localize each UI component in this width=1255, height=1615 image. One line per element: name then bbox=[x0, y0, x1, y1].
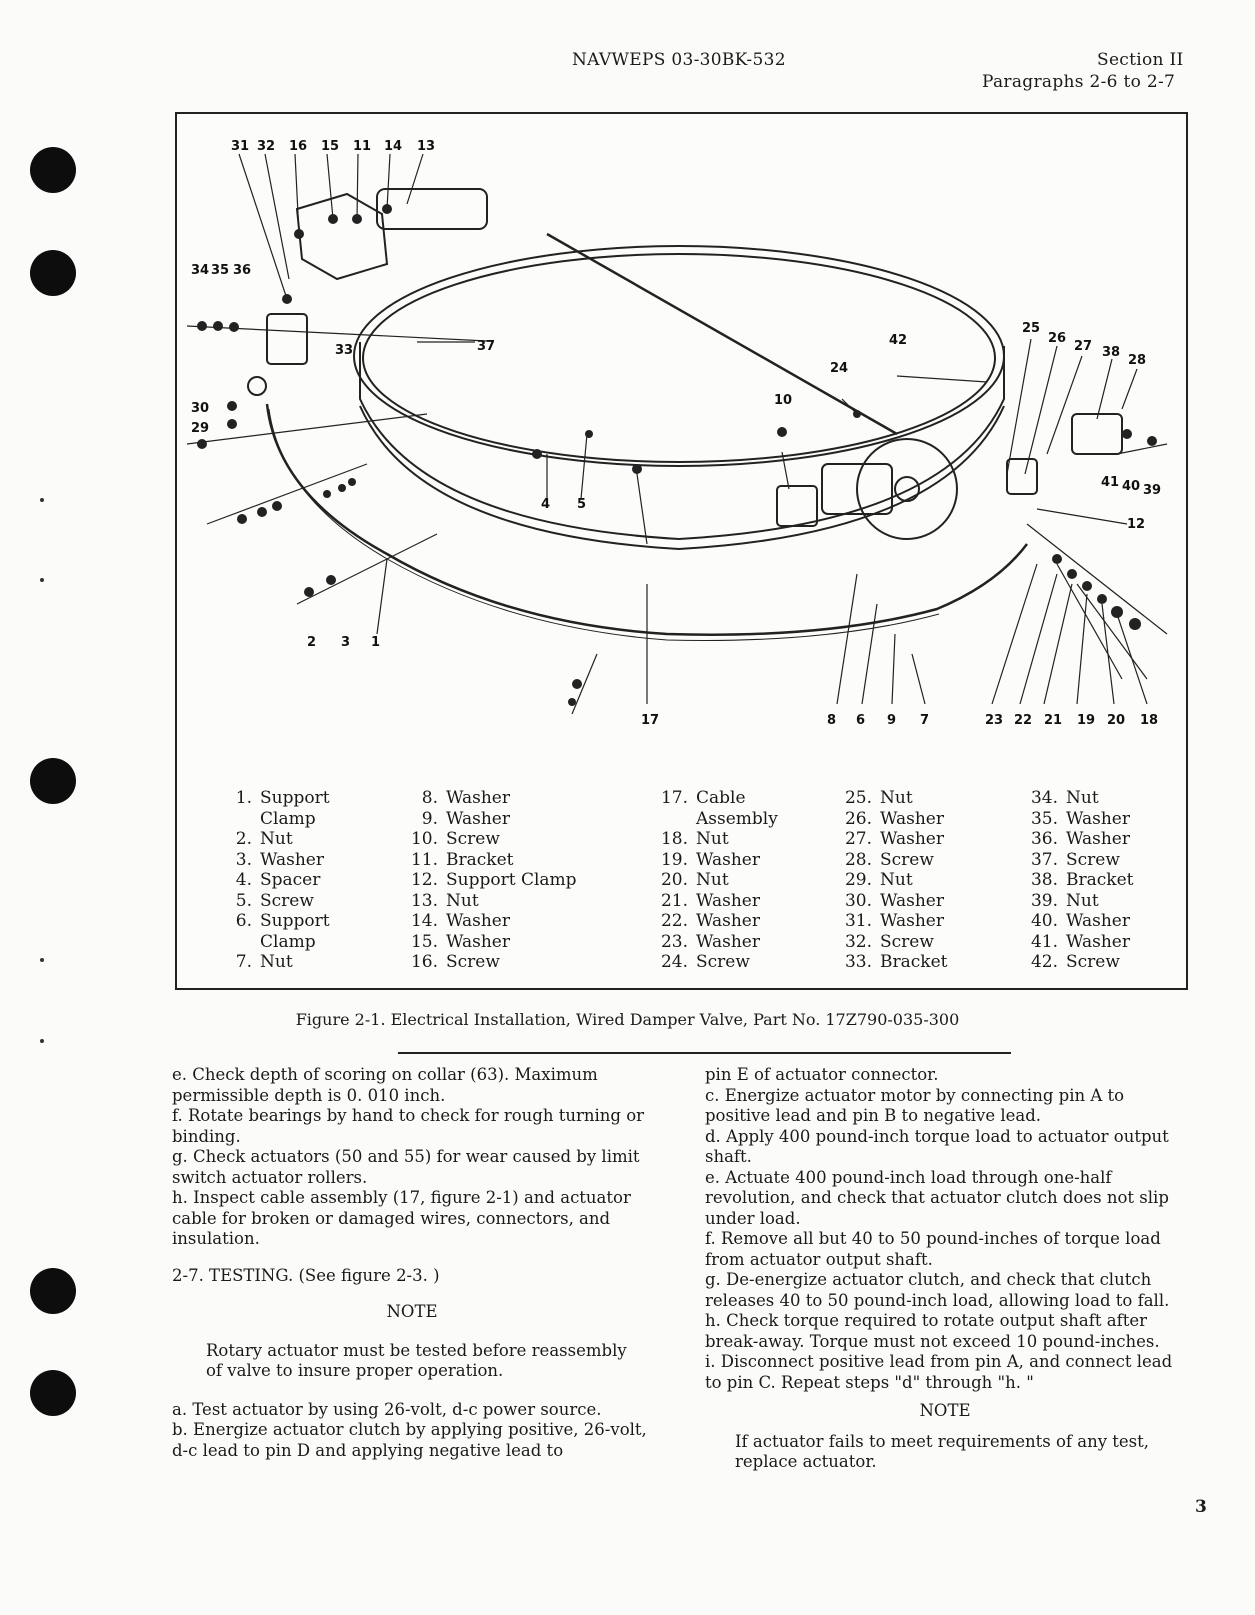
callout-5: 5 bbox=[577, 497, 587, 512]
damper-shaft bbox=[547, 234, 897, 434]
callout-16: 16 bbox=[289, 139, 308, 154]
parts-list-column-1 bbox=[218, 788, 330, 973]
parts-list-item: 41. Washer bbox=[1030, 931, 1130, 952]
callout-35: 35 bbox=[211, 263, 230, 278]
parts-list-item: 35. Washer bbox=[1030, 808, 1130, 829]
callout-32: 32 bbox=[257, 139, 276, 154]
bracket-33 bbox=[267, 314, 307, 364]
note-text: Rotary actuator must be tested before reassembly of valve to insure proper operation. bbox=[206, 1340, 627, 1380]
parts-list-item: 33. Bracket bbox=[844, 952, 948, 972]
callout-15: 15 bbox=[321, 139, 340, 154]
margin-speck bbox=[40, 498, 44, 502]
parts-list-item: 26. Washer bbox=[844, 808, 944, 829]
body-right-column bbox=[705, 1065, 1185, 1473]
callout-13: 13 bbox=[417, 139, 436, 154]
callout-37: 37 bbox=[477, 339, 496, 354]
parts-list-item: 18. Nut bbox=[660, 829, 729, 849]
parts-list-item: 28. Screw bbox=[844, 849, 934, 870]
parts-list-item: 31. Washer bbox=[844, 911, 944, 931]
parts-list-item: 25. Nut bbox=[844, 788, 913, 808]
connector-30 bbox=[248, 377, 266, 395]
callout-19: 19 bbox=[1077, 713, 1096, 728]
callout-20: 20 bbox=[1107, 713, 1126, 728]
callout-17: 17 bbox=[641, 713, 660, 728]
callout-34: 34 bbox=[191, 263, 210, 278]
actuator-left bbox=[297, 194, 387, 279]
callout-11: 11 bbox=[353, 139, 372, 154]
parts-list-item: 23. Washer bbox=[660, 931, 760, 952]
section-heading: 2-7. TESTING. (See figure 2-3. ) bbox=[172, 1265, 440, 1285]
step-f: f. Remove all but 40 to 50 pound-inches of torque load from actuator output shaft. bbox=[705, 1229, 1161, 1269]
step-f: f. Rotate bearings by hand to check for rough turning or binding. bbox=[172, 1106, 645, 1146]
parts-list-item: 39. Nut bbox=[1030, 890, 1099, 911]
document-number: NAVWEPS 03-30BK-532 bbox=[572, 50, 786, 70]
step-c: c. Energize actuator motor by connecting pin A to positive lead and pin B to negative lead. bbox=[705, 1085, 1125, 1125]
margin-speck bbox=[40, 578, 44, 582]
figure-caption: Figure 2-1. Electrical Installation, Wired Damper Valve, Part No. 17Z790-035-300 bbox=[295, 1010, 960, 1029]
parts-list-item: 14. Washer bbox=[410, 911, 510, 931]
callout-36: 36 bbox=[233, 263, 252, 278]
step-h: h. Inspect cable assembly (17, figure 2-1) and actuator cable for broken or damaged wires, connectors, and insulation. bbox=[172, 1188, 631, 1248]
step-b: b. Energize actuator clutch by applying positive, 26-volt, d-c lead to pin D and applying negative lead to bbox=[172, 1420, 647, 1460]
gear-actuator-hub bbox=[895, 477, 919, 501]
parts-list-item: 30. Washer bbox=[844, 890, 944, 911]
callout-3: 3 bbox=[341, 635, 351, 650]
step-b-continued: pin E of actuator connector. bbox=[705, 1065, 939, 1084]
parts-list-item: 17. Cable bbox=[660, 788, 746, 808]
margin-speck bbox=[40, 958, 44, 962]
parts-list-item: 20. Nut bbox=[660, 870, 729, 890]
parts-list-item: 34. Nut bbox=[1030, 788, 1099, 808]
step-a: a. Test actuator by using 26-volt, d-c power source. bbox=[172, 1399, 602, 1419]
parts-list-item: 6. Support bbox=[235, 911, 330, 931]
callout-8: 8 bbox=[827, 713, 837, 728]
step-e: e. Check depth of scoring on collar (63). Maximum permissible depth is 0. 010 inch. bbox=[172, 1065, 598, 1105]
callout-24: 24 bbox=[830, 361, 849, 376]
parts-list-item: 22. Washer bbox=[660, 911, 760, 931]
callout-27: 27 bbox=[1074, 339, 1093, 354]
parts-list-item: 19. Washer bbox=[660, 849, 760, 870]
connector-27 bbox=[1007, 459, 1037, 494]
parts-list-item: 36. Washer bbox=[1030, 829, 1130, 849]
parts-list-item: 38. Bracket bbox=[1030, 870, 1134, 890]
parts-list-item: Assembly bbox=[696, 808, 778, 829]
note-title: NOTE bbox=[386, 1302, 438, 1321]
actuator-left-body bbox=[377, 189, 487, 229]
divider bbox=[398, 1052, 1011, 1054]
parts-list-item: Clamp bbox=[260, 808, 316, 829]
callout-28: 28 bbox=[1128, 353, 1147, 368]
callout-42: 42 bbox=[889, 333, 908, 348]
binder-hole bbox=[30, 147, 76, 193]
callout-33: 33 bbox=[335, 343, 354, 358]
parts-list-item: 40. Washer bbox=[1030, 911, 1130, 931]
binder-hole bbox=[30, 1370, 76, 1416]
callout-40: 40 bbox=[1122, 479, 1141, 494]
parts-list-column-5 bbox=[1024, 788, 1133, 973]
parts-list-column-4 bbox=[838, 788, 947, 973]
callout-26: 26 bbox=[1048, 331, 1067, 346]
step-e: e. Actuate 400 pound-inch load through one-half revolution, and check that actuator clutch does not slip under load. bbox=[705, 1167, 1169, 1228]
callout-23: 23 bbox=[985, 713, 1004, 728]
step-h: h. Check torque required to rotate output shaft after break-away. Torque must not exceed 10 pound-inches. bbox=[705, 1311, 1160, 1351]
callout-21: 21 bbox=[1044, 713, 1063, 728]
step-g: g. De-energize actuator clutch, and check that clutch releases 40 to 50 pound-inch load, allowing load to fall. bbox=[705, 1270, 1170, 1310]
callout-7: 7 bbox=[920, 713, 930, 728]
callout-4: 4 bbox=[541, 497, 551, 512]
callout-41: 41 bbox=[1101, 475, 1120, 490]
bracket-11-right bbox=[777, 486, 817, 526]
damper-ring-side bbox=[360, 342, 1004, 539]
section-label: Section II bbox=[1097, 50, 1184, 70]
parts-list-item: Clamp bbox=[260, 931, 316, 952]
body-left-column bbox=[172, 1065, 652, 1461]
parts-list-item: 3. Washer bbox=[235, 849, 324, 870]
callout-31: 31 bbox=[231, 139, 250, 154]
parts-list-item: 15. Washer bbox=[410, 931, 510, 952]
damper-ring-top-inner bbox=[363, 254, 995, 462]
parts-list-item: 37. Screw bbox=[1030, 849, 1120, 870]
callout-38: 38 bbox=[1102, 345, 1121, 360]
parts-list-item: 2. Nut bbox=[235, 829, 293, 849]
page-number: 3 bbox=[1195, 1497, 1207, 1517]
callout-30: 30 bbox=[191, 401, 210, 416]
damper-ring-top bbox=[354, 246, 1004, 466]
parts-list-item: 8. Washer bbox=[421, 788, 510, 808]
callout-39: 39 bbox=[1143, 483, 1162, 498]
parts-list-item: 32. Screw bbox=[844, 931, 934, 952]
parts-list-item: 10. Screw bbox=[410, 829, 500, 849]
step-d: d. Apply 400 pound-inch torque load to actuator output shaft. bbox=[705, 1126, 1169, 1166]
callout-22: 22 bbox=[1014, 713, 1033, 728]
parts-list-item: 24. Screw bbox=[660, 952, 750, 972]
step-i: i. Disconnect positive lead from pin A, and connect lead to pin C. Repeat steps "d" through "h. " bbox=[705, 1352, 1173, 1392]
parts-list-item: 5. Screw bbox=[235, 890, 314, 911]
parts-list-item: 16. Screw bbox=[410, 952, 500, 972]
parts-list-item: 9. Washer bbox=[421, 808, 510, 829]
note-title: NOTE bbox=[919, 1401, 971, 1420]
callout-14: 14 bbox=[384, 139, 403, 154]
parts-list-column-3 bbox=[654, 788, 778, 973]
parts-list-item: 13. Nut bbox=[410, 890, 479, 911]
callout-18: 18 bbox=[1140, 713, 1159, 728]
binder-hole bbox=[30, 758, 76, 804]
parts-list-item: 11. Bracket bbox=[410, 849, 514, 870]
callout-1: 1 bbox=[371, 635, 381, 650]
parts-list-item: 7. Nut bbox=[235, 952, 293, 972]
parts-list-item: 21. Washer bbox=[660, 890, 760, 911]
callout-9: 9 bbox=[887, 713, 897, 728]
callout-10: 10 bbox=[774, 393, 793, 408]
binder-hole bbox=[30, 250, 76, 296]
exploded-view-illustration bbox=[177, 114, 1186, 774]
paragraphs-label: Paragraphs 2-6 to 2-7 bbox=[982, 72, 1176, 92]
parts-list-column-2 bbox=[404, 788, 577, 973]
parts-list-item: 1. Support bbox=[235, 788, 330, 808]
gear-actuator bbox=[857, 439, 957, 539]
parts-list-item: 27. Washer bbox=[844, 829, 944, 849]
callout-2: 2 bbox=[307, 635, 317, 650]
parts-list-item: 4. Spacer bbox=[235, 870, 321, 890]
parts-list-item: 12. Support Clamp bbox=[410, 870, 577, 890]
callout-25: 25 bbox=[1022, 321, 1041, 336]
callout-29: 29 bbox=[191, 421, 210, 436]
step-g: g. Check actuators (50 and 55) for wear caused by limit switch actuator rollers. bbox=[172, 1147, 640, 1187]
bracket-38 bbox=[1072, 414, 1122, 454]
parts-list-item: 29. Nut bbox=[844, 870, 913, 890]
callout-6: 6 bbox=[856, 713, 866, 728]
parts-list-item: 42. Screw bbox=[1030, 952, 1120, 972]
note-text: If actuator fails to meet requirements of any test, replace actuator. bbox=[735, 1431, 1150, 1471]
callout-12: 12 bbox=[1127, 517, 1146, 532]
margin-speck bbox=[40, 1039, 44, 1043]
binder-hole bbox=[30, 1268, 76, 1314]
